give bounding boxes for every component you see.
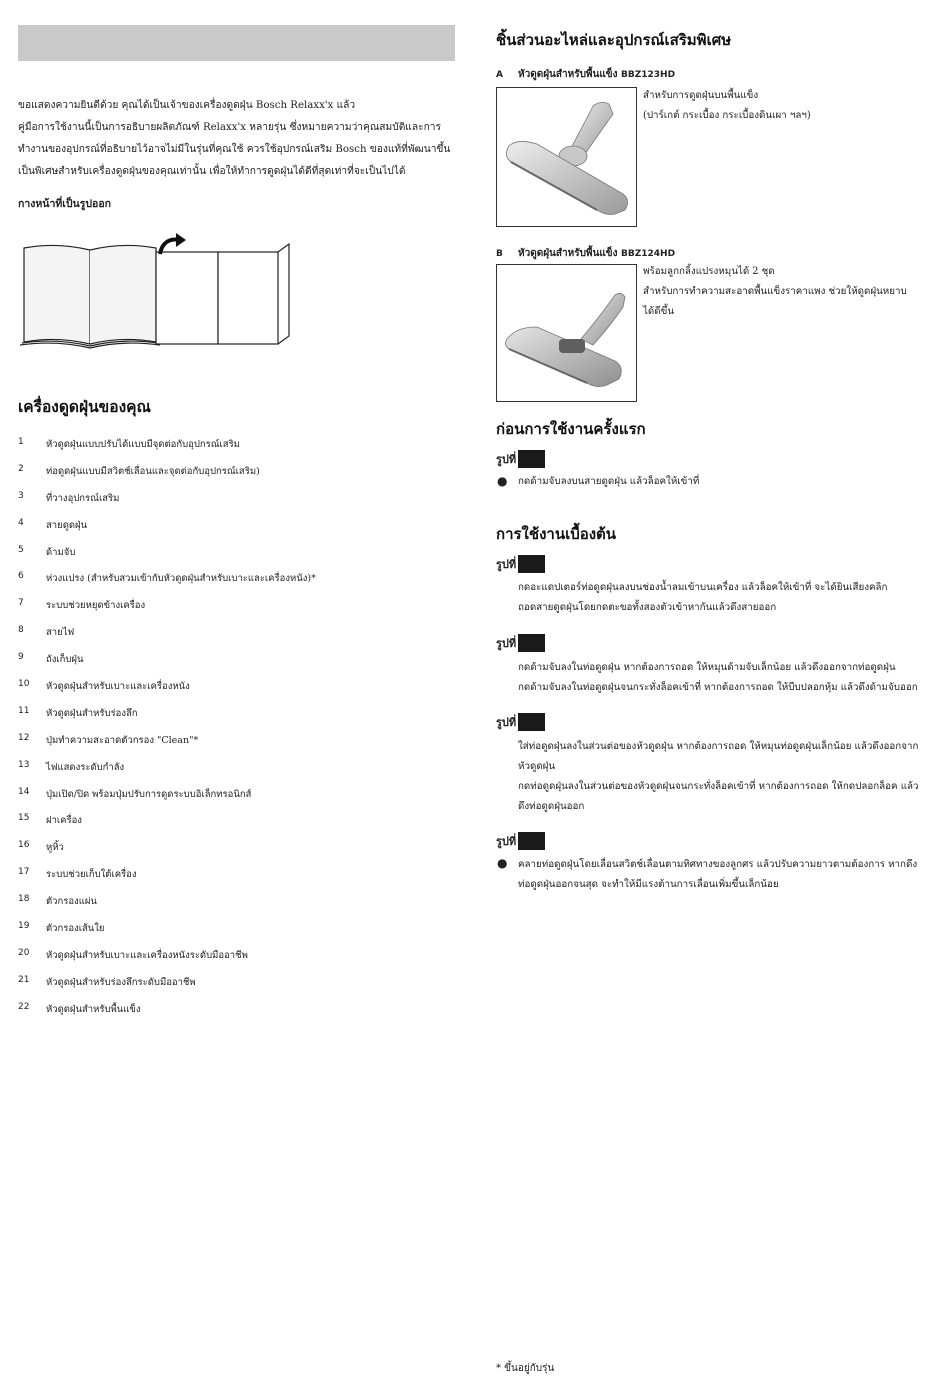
item-label: หัวดูดฝุ่นแบบปรับได้แบบมีจุดต่อกับอุปกรณ์เสริม [46, 439, 240, 450]
parts-list [18, 437, 458, 1029]
item-number: 12 [18, 732, 30, 743]
figure-reference [496, 555, 545, 573]
header-bar [18, 25, 455, 61]
item-number: 5 [18, 544, 24, 555]
item-number: 13 [18, 759, 30, 770]
hard-floor-nozzle-illustration [497, 88, 636, 226]
list-item [18, 760, 458, 787]
item-number: 9 [18, 652, 24, 663]
figure-placeholder [518, 713, 545, 731]
step-line: หัวดูดฝุ่น [518, 761, 556, 772]
intro-line: คู่มือการใช้งานนี้เป็นการอธิบายผลิตภัณฑ์ Relaxx'x หลายรุ่น ซึ่งหมายความว่าคุณสมบัติและการ [18, 122, 441, 133]
list-item [18, 894, 458, 921]
section-title-your-vacuum: เครื่องดูดฝุ่นของคุณ [18, 397, 151, 416]
figure-placeholder [518, 555, 545, 573]
description-line: สำหรับการดูดฝุ่นบนพื้นแข็ง [643, 90, 759, 101]
item-number: 14 [18, 786, 30, 797]
list-item [18, 975, 458, 1002]
accessory-b-heading [496, 246, 675, 261]
list-item [18, 706, 458, 733]
item-number: 20 [18, 947, 30, 958]
figure-label: รูปที่ [496, 637, 517, 650]
fold-instruction: กางหน้าที่เป็นรูปออก [18, 198, 112, 210]
figure-reference [496, 450, 545, 468]
accessory-letter: A [496, 70, 503, 80]
figure-placeholder [518, 634, 545, 652]
intro-line: ทำงานของอุปกรณ์ที่อธิบายไว้อาจไม่มีในรุ่นที่คุณใช้ ควรใช้อุปกรณ์เสริม Bosch ของแท้ที่พัฒนาขึ้น [18, 144, 451, 155]
item-number: 2 [18, 463, 24, 474]
item-label: ปุ่มทำความสะอาดตัวกรอง "Clean"* [46, 734, 199, 746]
accessory-b-description [643, 262, 943, 322]
fold-out-book-illustration [18, 228, 298, 356]
item-label: ที่วางอุปกรณ์เสริม [46, 492, 120, 504]
item-number: 1 [18, 437, 24, 447]
figure-label: รูปที่ [496, 558, 517, 571]
item-label: ตัวกรองเส้นใย [46, 923, 105, 935]
item-number: 10 [18, 679, 30, 690]
item-number: 18 [18, 894, 30, 905]
accessory-code: BBZ123HD [621, 70, 676, 80]
list-item [18, 679, 458, 706]
item-label: หัวดูดฝุ่นสำหรับเบาะและเครื่องหนัง [46, 681, 190, 693]
step-text [518, 472, 699, 492]
item-number: 16 [18, 840, 30, 851]
intro-paragraph [18, 95, 451, 183]
accessory-a-description [643, 86, 943, 126]
step-line: กดท่อดูดฝุ่นลงในส่วนต่อของหัวดูดฝุ่นจนกระทั่งล็อคเข้าที่ หากต้องการถอด ให้กดปลอกล็อค แล้ว [518, 781, 919, 792]
item-label: ตัวกรองแผ่น [46, 896, 97, 908]
item-label: หัวดูดฝุ่นสำหรับพื้นแข็ง [46, 1003, 141, 1015]
description-line: ได้ดีขึ้น [643, 306, 675, 317]
figure-reference [496, 713, 545, 731]
figure-placeholder [518, 450, 545, 468]
accessory-a-heading [496, 67, 675, 82]
accessory-letter: B [496, 249, 503, 259]
step-line: ถอดสายดูดฝุ่นโดยกดตะขอทั้งสองตัวเข้าหากันแล้วดึงสายออก [518, 602, 777, 613]
section-title-first-use: ก่อนการใช้งานครั้งแรก [496, 420, 646, 438]
item-number: 19 [18, 921, 30, 932]
item-label: หัวดูดฝุ่นสำหรับร่องลึกระดับมืออาชีพ [46, 976, 196, 988]
list-item [18, 625, 458, 652]
list-item [18, 518, 458, 545]
list-item [18, 437, 458, 464]
list-item [18, 545, 458, 572]
list-item [18, 491, 458, 518]
list-item [18, 787, 458, 814]
item-number: 21 [18, 974, 30, 985]
bullet-icon: ● [497, 474, 508, 488]
item-label: ระบบช่วยเก็บใต้เครื่อง [46, 869, 137, 881]
intro-line: เป็นพิเศษสำหรับเครื่องดูดฝุ่นของคุณเท่านั้น เพื่อให้ทำการดูดฝุ่นได้ดีที่สุดเท่าที่จะเป็นไปได้ [18, 166, 406, 177]
list-item [18, 867, 458, 894]
figure-label: รูปที่ [496, 835, 517, 848]
step-text [518, 737, 919, 817]
item-label: สายดูดฝุ่น [46, 519, 88, 531]
item-label: ท่อดูดฝุ่นแบบมีสวิตช์เลื่อนและจุดต่อกับอุปกรณ์เสริม) [46, 465, 260, 477]
description-line: พร้อมลูกกลิ้งแปรงหมุนได้ 2 ชุด [643, 266, 775, 277]
item-label: ถังเก็บฝุ่น [46, 654, 84, 666]
item-label: ไฟแสดงระดับกำลัง [46, 761, 125, 773]
list-item [18, 1002, 458, 1029]
item-label: หูหิ้ว [46, 842, 64, 854]
section-title-accessories: ชิ้นส่วนอะไหล่และอุปกรณ์เสริมพิเศษ [496, 31, 732, 49]
item-number: 4 [18, 517, 24, 528]
item-label: หัวดูดฝุ่นสำหรับเบาะและเครื่องหนังระดับมืออาชีพ [46, 949, 248, 961]
item-number: 11 [18, 705, 30, 716]
list-item [18, 733, 458, 760]
accessory-b-photo [496, 264, 637, 402]
item-number: 6 [18, 571, 24, 582]
list-item [18, 598, 458, 625]
accessory-a-photo [496, 87, 637, 227]
accessory-name: หัวดูดฝุ่นสำหรับพื้นแข็ง [518, 69, 618, 80]
intro-line: ขอแสดงความยินดีด้วย คุณได้เป็นเจ้าของเครื่องดูดฝุ่น Bosch Relaxx'x แล้ว [18, 100, 356, 111]
bullet-icon: ● [497, 856, 508, 870]
step-line: กดอะแดปเตอร์ท่อดูดฝุ่นลงบนช่องน้ำลมเข้าบนเครื่อง แล้วล็อคให้เข้าที่ จะได้ยินเสียงคลิก [518, 582, 888, 593]
step-text [518, 855, 917, 895]
list-item [18, 652, 458, 679]
list-item [18, 840, 458, 867]
list-item [18, 571, 458, 598]
item-label: ฝาเครื่อง [46, 815, 82, 827]
step-line: กดด้ามจับลงในท่อดูดฝุ่นจนกระทั่งล็อคเข้าที่ หากต้องการถอด ให้บีบปลอกหุ้ม แล้วดึงด้ามจับออก [518, 682, 918, 693]
item-label: ระบบช่วยหยุดข้างเครื่อง [46, 600, 146, 612]
figure-label: รูปที่ [496, 716, 517, 729]
step-line: กดด้ามจับลงในท่อดูดฝุ่น หากต้องการถอด ให้หมุนด้ามจับเล็กน้อย แล้วดึงออกจากท่อดูดฝุ่น [518, 662, 896, 673]
hard-floor-nozzle-brush-illustration [497, 265, 636, 401]
accessory-code: BBZ124HD [621, 249, 676, 259]
section-title-basic-use: การใช้งานเบื้องต้น [496, 525, 617, 543]
description-line: (ปาร์เกต์ กระเบื้อง กระเบื้องดินเผา ฯลฯ) [643, 110, 811, 121]
accessory-name: หัวดูดฝุ่นสำหรับพื้นแข็ง [518, 248, 618, 259]
list-item [18, 948, 458, 975]
step-line: ดึงท่อดูดฝุ่นออก [518, 801, 585, 812]
item-label: สายไฟ [46, 627, 75, 639]
item-number: 17 [18, 867, 30, 878]
list-item [18, 464, 458, 491]
step-line: กดด้ามจับลงบนสายดูดฝุ่น แล้วล็อคให้เข้าที่ [518, 476, 700, 487]
list-item [18, 921, 458, 948]
item-number: 15 [18, 813, 30, 824]
step-line: ท่อดูดฝุ่นออกจนสุด จะทำให้มีแรงต้านการเลื่อนเพิ่มขึ้นเล็กน้อย [518, 879, 779, 890]
item-label: หัวดูดฝุ่นสำหรับร่องลึก [46, 707, 138, 719]
item-label: ด้ามจับ [46, 546, 76, 558]
item-number: 8 [18, 625, 24, 636]
figure-placeholder [518, 832, 545, 850]
figure-label: รูปที่ [496, 453, 517, 466]
footnote: * ขึ้นอยู่กับรุ่น [496, 1363, 555, 1374]
item-label: ปุ่มเปิด/ปิด พร้อมปุ่มปรับการดูดระบบอิเล็กทรอนิกส์ [46, 788, 252, 800]
figure-reference [496, 634, 545, 652]
step-text [518, 658, 918, 698]
item-label: ห่วงแปรง (สำหรับสวมเข้ากับหัวดูดฝุ่นสำหรับเบาะและเครื่องหนัง)* [46, 573, 316, 585]
step-line: ใส่ท่อดูดฝุ่นลงในส่วนต่อของหัวดูดฝุ่น หากต้องการถอด ให้หมุนท่อดูดฝุ่นเล็กน้อย แล้วดึงออกจาก [518, 741, 919, 752]
step-line: คลายท่อดูดฝุ่นโดยเลื่อนสวิตช์เลื่อนตามทิศทางของลูกศร แล้วปรับความยาวตามต้องการ หากดึง [518, 859, 918, 870]
description-line: สำหรับการทำความสะอาดพื้นแข็งราคาแพง ช่วยให้ดูดฝุ่นหยาบ [643, 286, 907, 297]
list-item [18, 813, 458, 840]
step-text [518, 578, 887, 618]
figure-reference [496, 832, 545, 850]
item-number: 7 [18, 598, 24, 609]
item-number: 3 [18, 490, 24, 501]
item-number: 22 [18, 1001, 30, 1012]
